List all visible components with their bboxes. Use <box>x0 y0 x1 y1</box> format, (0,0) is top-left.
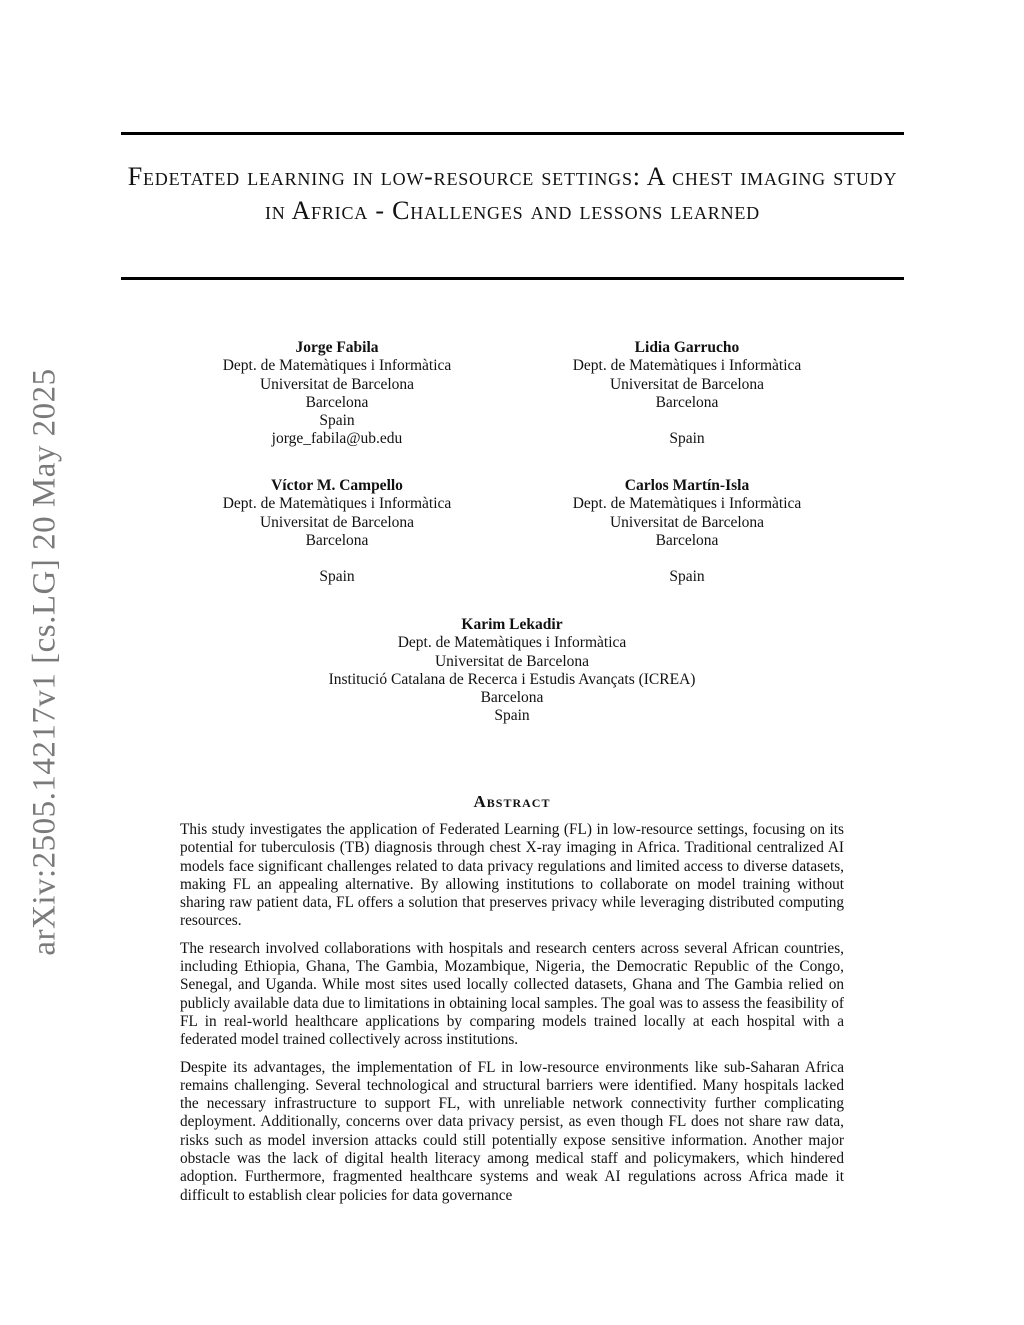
author-name: Karim Lekadir <box>461 616 563 633</box>
author-block <box>487 339 887 449</box>
author-name: Lidia Garrucho <box>634 339 740 356</box>
author-affiliation-line <box>487 412 887 430</box>
author-affiliation-line: Spain <box>319 568 355 586</box>
abstract-paragraph: The research involved collaborations with hospitals and research centers across several African countries, including Ethiopia, Ghana, The Gambia, Mozambique, Nigeria, the Democratic Republic of the Congo, Senegal, and Uganda. While most sites used locally collected datasets, Ghana and The Gambia relied on publicly available data due to limitations in obtaining local samples. The goal was to assess the feasibility of FL in real-world healthcare applications by comparing models trained locally at each hospital with a federated model trained collectively across institutions. <box>180 939 844 1049</box>
author-affiliation-line: Universitat de Barcelona <box>259 513 415 531</box>
author-affiliation-line <box>137 550 537 568</box>
author-affiliation-line: Barcelona <box>655 393 719 411</box>
title-top-rule <box>121 132 904 135</box>
author-affiliation-line: Barcelona <box>655 531 719 549</box>
arxiv-identifier-stamp: arXiv:2505.14217v1 [cs.LG] 20 May 2025 <box>26 368 63 956</box>
author-block <box>137 477 537 587</box>
author-name: Víctor M. Campello <box>271 477 403 494</box>
author-affiliation-line: Dept. de Matemàtiques i Informàtica <box>397 634 627 652</box>
abstract-paragraph: Despite its advantages, the implementation of FL in low-resource environments like sub-Saharan Africa remains challenging. Several technological and structural barriers were identified. Many hospitals lacked the necessary infrastructure to support FL, with unreliable network connectivity further complicating deployment. Additionally, concerns over data privacy persist, as even though FL does not share raw data, risks such as model inversion attacks could still potentially expose sensitive information. Another major obstacle was the lack of digital health literacy among medical staff and policymakers, which hindered adoption. Furthermore, fragmented healthcare systems and weak AI regulations across Africa made it difficult to establish clear policies for data governance <box>180 1058 844 1204</box>
author-block <box>487 477 887 587</box>
author-name: Carlos Martín-Isla <box>624 477 750 494</box>
author-affiliation-line: Universitat de Barcelona <box>609 513 765 531</box>
author-affiliation-line: Spain <box>669 568 705 586</box>
author-affiliation-line <box>487 550 887 568</box>
author-affiliation-line: Barcelona <box>305 393 369 411</box>
author-email: jorge_fabila@ub.edu <box>271 430 403 448</box>
abstract-paragraph: This study investigates the application of Federated Learning (FL) in low-resource settings, focusing on its potential for tuberculosis (TB) diagnosis through chest X-ray imaging in Africa. Traditional centralized AI models face significant challenges related to data privacy regulations and limited access to diverse datasets, making FL an appealing alternative. By allowing institutions to collaborate on model training without sharing raw patient data, FL offers a solution that preserves privacy while leveraging distributed computing resources. <box>180 821 844 930</box>
author-affiliation-line: Universitat de Barcelona <box>434 652 590 670</box>
paper-title: Fedetated learning in low-resource settings: A chest imaging study in Africa - Challenges and lessons learned <box>127 162 898 225</box>
author-affiliation-line: Spain <box>669 430 705 448</box>
author-block <box>212 616 812 726</box>
author-affiliation-line: Dept. de Matemàtiques i Informàtica <box>222 495 452 513</box>
author-block <box>137 339 537 449</box>
abstract-heading: Abstract <box>473 792 551 811</box>
author-affiliation-line: Universitat de Barcelona <box>259 375 415 393</box>
author-affiliation-line: Dept. de Matemàtiques i Informàtica <box>572 495 802 513</box>
author-affiliation-line: Institució Catalana de Recerca i Estudis Avançats (ICREA) <box>328 670 696 688</box>
author-affiliation-line: Dept. de Matemàtiques i Informàtica <box>222 357 452 375</box>
author-affiliation-line: Spain <box>319 412 355 430</box>
author-name: Jorge Fabila <box>295 339 379 356</box>
abstract-body <box>180 821 844 1214</box>
author-affiliation-line: Barcelona <box>480 689 544 707</box>
author-affiliation-line: Dept. de Matemàtiques i Informàtica <box>572 357 802 375</box>
author-affiliation-line: Universitat de Barcelona <box>609 375 765 393</box>
author-affiliation-line: Spain <box>494 707 530 725</box>
title-bottom-rule <box>121 277 904 280</box>
author-affiliation-line: Barcelona <box>305 531 369 549</box>
